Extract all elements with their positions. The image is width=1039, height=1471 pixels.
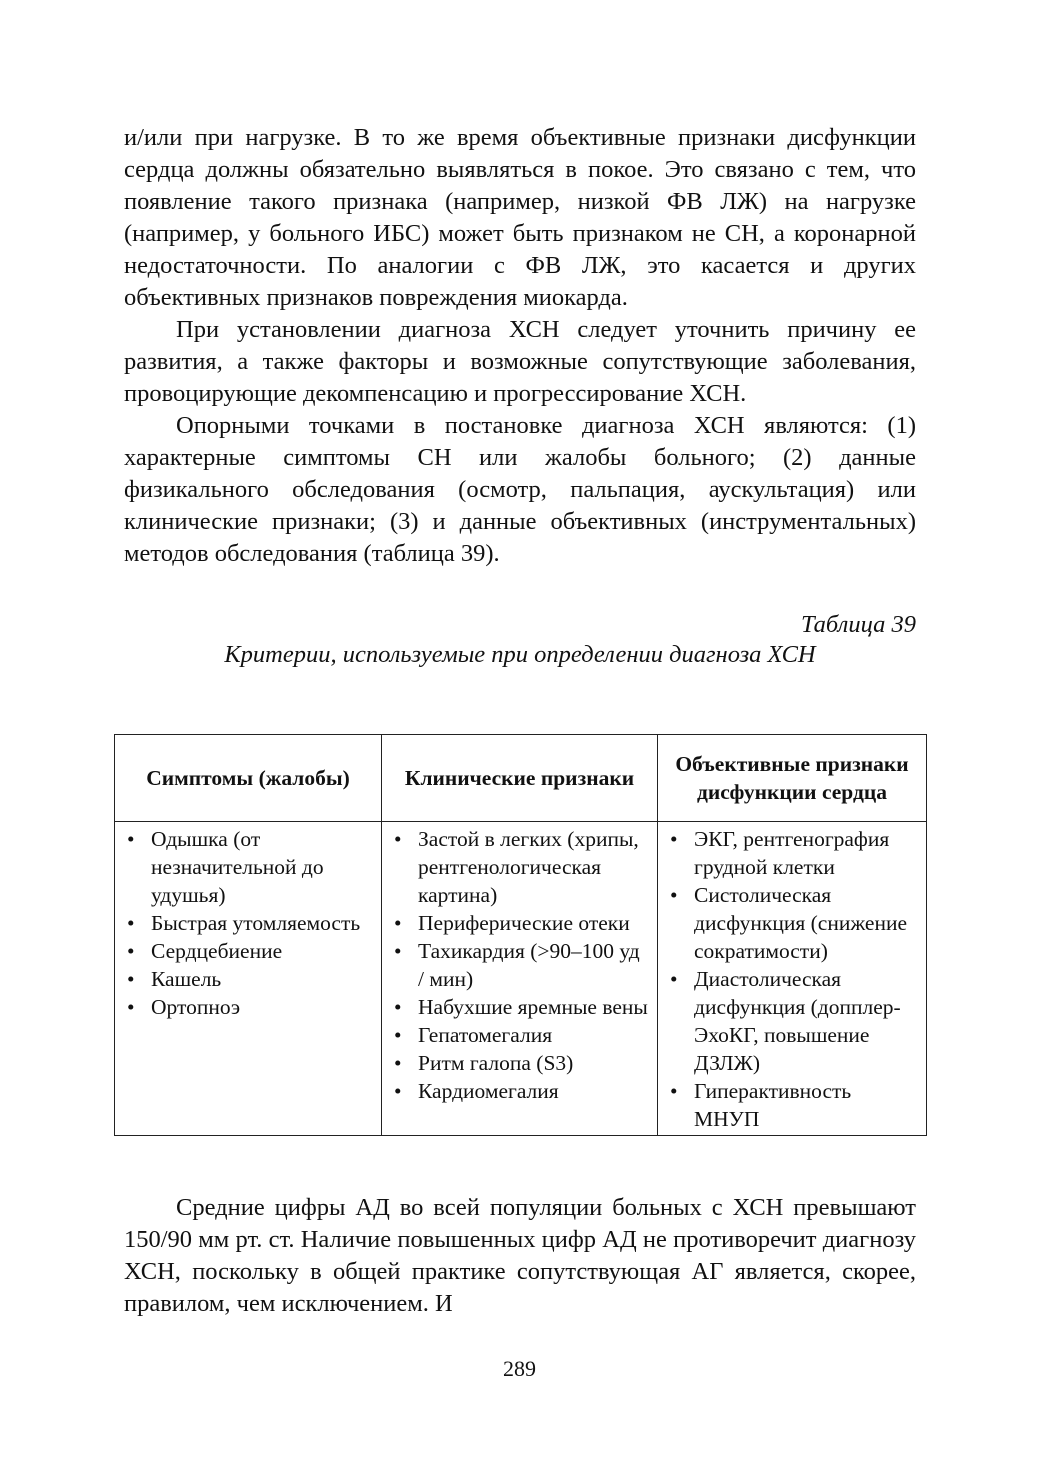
closing-text — [124, 1192, 916, 1320]
list-item: • Тахикардия (>90–100 уд / мин) — [390, 937, 649, 993]
header-symptoms: Симптомы (жалобы) — [115, 735, 382, 822]
clinical-signs-list — [390, 825, 649, 1105]
list-item: • Застой в легких (хрипы, рентгенологическая картина) — [390, 825, 649, 909]
table-row — [115, 822, 927, 1136]
symptoms-cell — [115, 822, 382, 1136]
list-item: • Сердцебиение — [123, 937, 373, 965]
symptoms-list — [123, 825, 373, 1021]
list-item: • Гиперактивность МНУП — [666, 1077, 918, 1133]
list-item: • Ритм галопа (S3) — [390, 1049, 649, 1077]
objective-signs-cell — [658, 822, 927, 1136]
clinical-signs-cell — [382, 822, 658, 1136]
paragraph-3: Опорными точками в постановке диагноза ХСН являются: (1) характерные симптомы СН или жалобы больного; (2) данные физикального обследования (осмотр, пальпация, аускультация) или клинические признаки; (3) и данные объективных (инструментальных) методов обследования (таблица 39). — [124, 412, 916, 567]
page-body — [124, 122, 916, 670]
paragraph-4: Средние цифры АД во всей популяции больных с ХСН превышают 150/90 мм рт. ст. Наличие повышенных цифр АД не противоречит диагнозу ХСН, поскольку в общей практике сопутствующая АГ является, скорее, правилом, чем исключением. И — [124, 1194, 916, 1317]
list-item: • Быстрая утомляемость — [123, 909, 373, 937]
list-item: • Кашель — [123, 965, 373, 993]
list-item: • Периферические отеки — [390, 909, 649, 937]
table-number: Таблица 39 — [800, 611, 916, 638]
paragraph-1: и/или при нагрузке. В то же время объективные признаки дисфункции сердца должны обязательно выявляться в покое. Это связано с тем, что появление такого признака (например, низкой ФВ ЛЖ) на нагрузке (например, у больного ИБС) может быть признаком не СН, а коронарной недостаточности. По аналогии с ФВ ЛЖ, это касается и других объективных признаков повреждения миокарда. — [124, 124, 916, 311]
list-item: • Гепатомегалия — [390, 1021, 649, 1049]
list-item: • Диастолическая дисфункция (допплер-ЭхоКГ, повышение ДЗЛЖ) — [666, 965, 918, 1077]
header-clinical-signs: Клинические признаки — [382, 735, 658, 822]
table-title: Критерии, используемые при определении диагноза ХСН — [224, 641, 816, 668]
header-objective-signs: Объективные признаки дисфункции сердца — [658, 735, 927, 822]
page-number: 289 — [503, 1356, 536, 1381]
paragraph-2: При установлении диагноза ХСН следует уточнить причину ее развития, а также факторы и возможные сопутствующие заболевания, провоцирующие декомпенсацию и прогрессирование ХСН. — [124, 316, 916, 407]
list-item: • ЭКГ, рентгенография грудной клетки — [666, 825, 918, 881]
criteria-table — [114, 734, 927, 1136]
list-item: • Ортопноэ — [123, 993, 373, 1021]
list-item: • Систолическая дисфункция (снижение сократимости) — [666, 881, 918, 965]
list-item: • Набухшие яремные вены — [390, 993, 649, 1021]
table-header-row — [115, 735, 927, 822]
objective-signs-list — [666, 825, 918, 1133]
list-item: • Кардиомегалия — [390, 1077, 649, 1105]
list-item: • Одышка (от незначительной до удушья) — [123, 825, 373, 909]
